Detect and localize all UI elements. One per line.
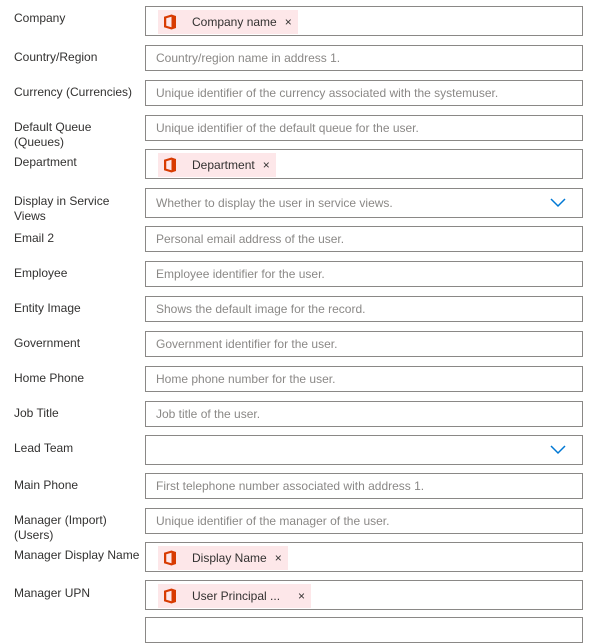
manager-display-name-token-label: Display Name <box>192 551 267 565</box>
employee-label: Employee <box>14 266 68 280</box>
manager-import-placeholder: Unique identifier of the manager of the user. <box>156 514 390 528</box>
lead-team-dropdown[interactable] <box>145 435 583 465</box>
department-field[interactable] <box>145 149 583 179</box>
manager-display-name-label: Manager Display Name <box>14 548 140 562</box>
department-label: Department <box>14 155 77 169</box>
government-placeholder: Government identifier for the user. <box>156 337 338 351</box>
main-phone-input[interactable] <box>145 473 583 499</box>
display-in-service-views-label: Display in Service Views <box>14 194 110 223</box>
remove-token-icon[interactable]: × <box>274 551 282 565</box>
country-region-placeholder: Country/region name in address 1. <box>156 51 341 65</box>
email2-placeholder: Personal email address of the user. <box>156 232 345 246</box>
government-input[interactable] <box>145 331 583 357</box>
office-logo-icon <box>158 584 182 608</box>
manager-display-name-field[interactable] <box>145 542 583 572</box>
manager-display-name-token[interactable] <box>158 546 288 570</box>
manager-upn-field[interactable] <box>145 580 583 610</box>
company-label: Company <box>14 11 66 25</box>
job-title-placeholder: Job title of the user. <box>156 407 261 421</box>
manager-upn-token-label: User Principal ... <box>192 589 281 603</box>
company-token[interactable] <box>158 10 298 34</box>
government-label: Government <box>14 336 81 350</box>
home-phone-placeholder: Home phone number for the user. <box>156 372 336 386</box>
company-token-label: Company name <box>192 15 277 29</box>
currency-placeholder: Unique identifier of the currency associated with the systemuser. <box>156 86 499 100</box>
chevron-down-icon[interactable] <box>550 198 566 208</box>
entity-image-input[interactable] <box>145 296 583 322</box>
default-queue-placeholder: Unique identifier of the default queue for the user. <box>156 121 419 135</box>
currency-input[interactable] <box>145 80 583 106</box>
employee-input[interactable] <box>145 261 583 287</box>
lead-team-label: Lead Team <box>14 441 74 455</box>
country-region-input[interactable] <box>145 45 583 71</box>
office-logo-icon <box>158 546 182 570</box>
manager-import-input[interactable] <box>145 508 583 534</box>
manager-import-label: Manager (Import) (Users) <box>14 513 107 542</box>
office-logo-icon <box>158 10 182 34</box>
remove-token-icon[interactable]: × <box>284 15 292 29</box>
main-phone-label: Main Phone <box>14 478 79 492</box>
entity-image-label: Entity Image <box>14 301 81 315</box>
display-in-service-views-placeholder: Whether to display the user in service views. <box>156 196 393 210</box>
department-token-label: Department <box>192 158 255 172</box>
main-phone-placeholder: First telephone number associated with address 1. <box>156 479 425 493</box>
display-in-service-views-dropdown[interactable] <box>145 188 583 218</box>
country-region-label: Country/Region <box>14 50 98 64</box>
manager-upn-token[interactable] <box>158 584 311 608</box>
currency-label: Currency (Currencies) <box>14 85 133 99</box>
department-token[interactable] <box>158 153 276 177</box>
office-logo-icon <box>158 153 182 177</box>
remove-token-icon[interactable]: × <box>262 158 270 172</box>
manager-upn-label: Manager UPN <box>14 586 91 600</box>
employee-placeholder: Employee identifier for the user. <box>156 267 325 281</box>
default-queue-input[interactable] <box>145 115 583 141</box>
email2-input[interactable] <box>145 226 583 252</box>
home-phone-input[interactable] <box>145 366 583 392</box>
company-field[interactable] <box>145 6 583 36</box>
next-field-input[interactable] <box>145 617 583 643</box>
job-title-label: Job Title <box>14 406 59 420</box>
job-title-input[interactable] <box>145 401 583 427</box>
default-queue-label: Default Queue (Queues) <box>14 120 92 149</box>
email2-label: Email 2 <box>14 231 55 245</box>
chevron-down-icon[interactable] <box>550 445 566 455</box>
home-phone-label: Home Phone <box>14 371 85 385</box>
entity-image-placeholder: Shows the default image for the record. <box>156 302 366 316</box>
remove-token-icon[interactable]: × <box>298 589 306 603</box>
